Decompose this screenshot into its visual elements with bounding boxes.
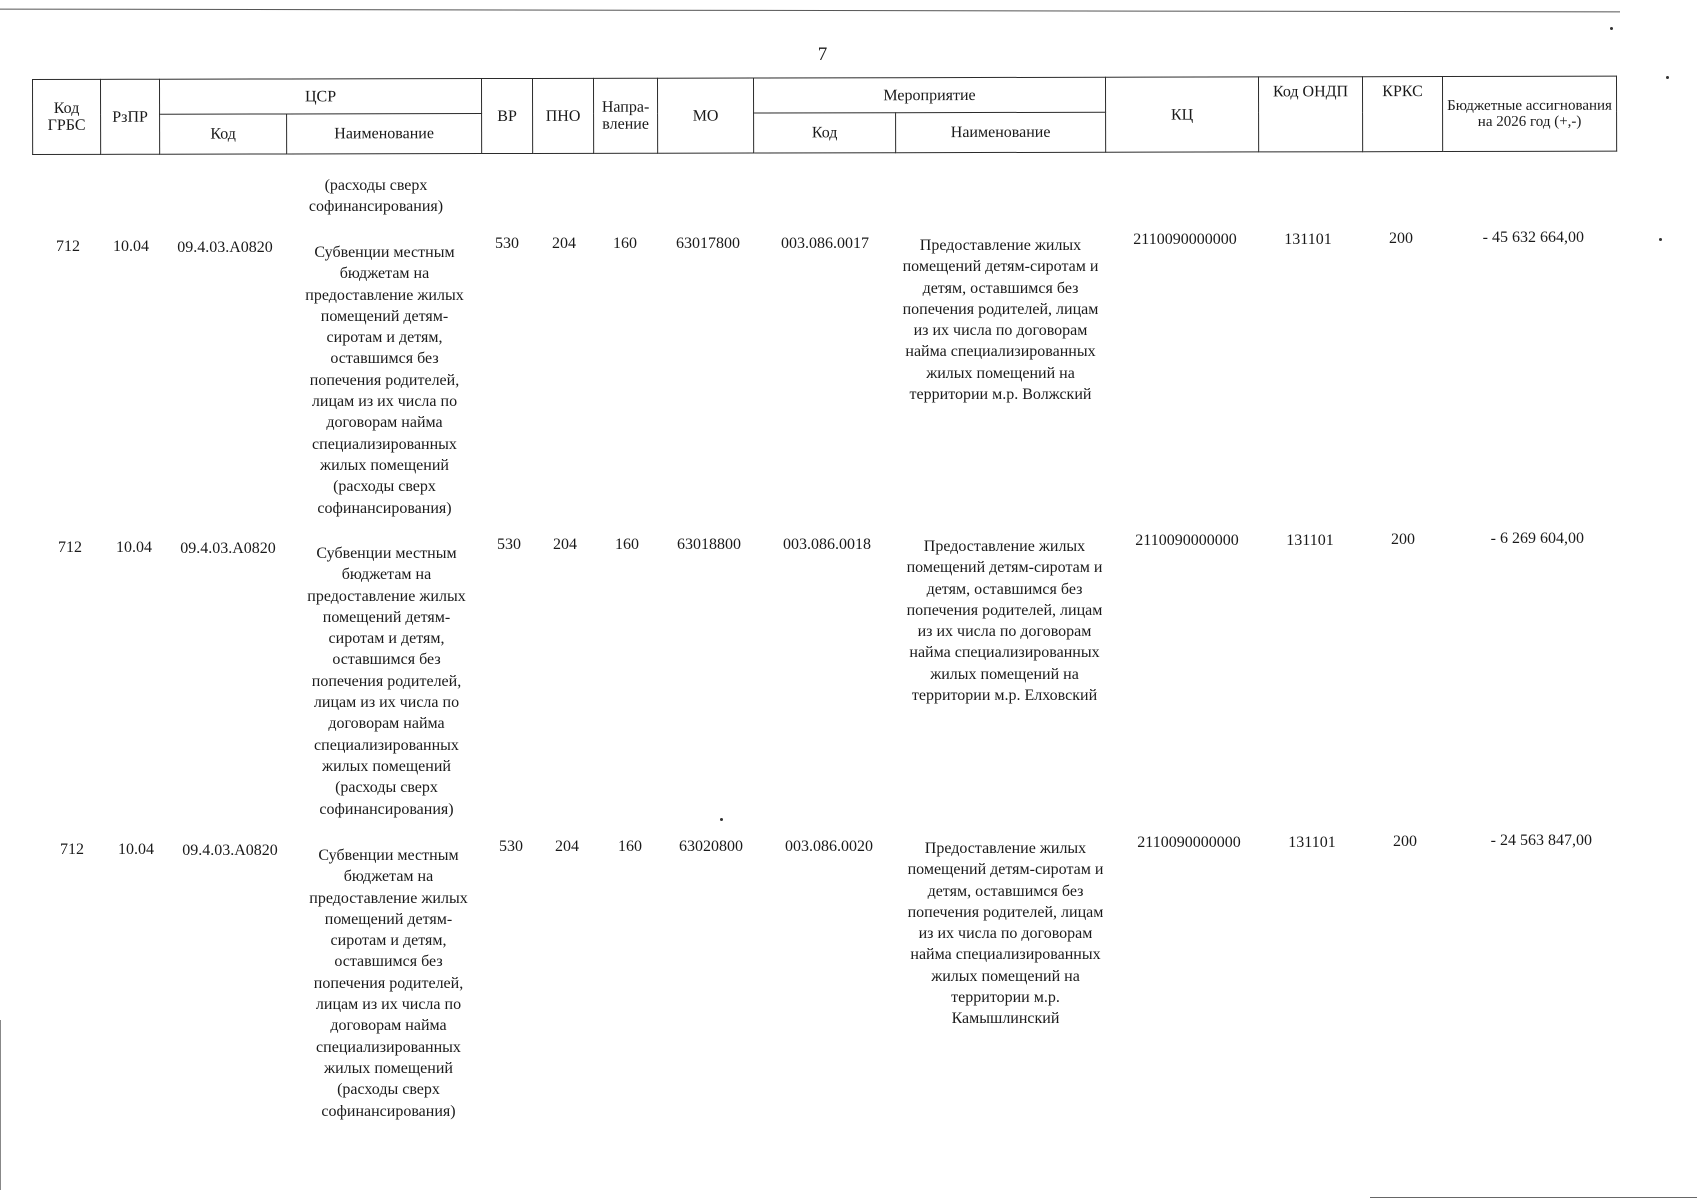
cell-mo: 63020800 (679, 838, 743, 855)
cell-kc: 2110090000000 (1137, 834, 1241, 851)
cell-pno: 204 (553, 536, 577, 553)
cell-amount: - 45 632 664,00 (1482, 229, 1584, 246)
cell-direction: 160 (615, 536, 639, 553)
cell-kc: 2110090000000 (1133, 231, 1237, 248)
cell-krks: 200 (1393, 833, 1417, 850)
cell-event-kod: 003.086.0020 (785, 838, 873, 855)
table-row (0, 229, 1697, 536)
cell-grbs: 712 (56, 238, 80, 255)
cell-amount: - 6 269 604,00 (1490, 530, 1584, 547)
cell-kc: 2110090000000 (1135, 532, 1239, 549)
cell-event-name: Предоставление жилых помещений детям-сиротам и детям, оставшимся без попечения родителей, лицам из их числа по договорам найма специализированных жилых помещений на территории м.р. Камышлинский (907, 840, 1104, 1028)
scan-speck (1666, 76, 1669, 79)
header-kod-ondp: Код ОНДП (1258, 77, 1362, 152)
header-csr-name: Наименование (287, 114, 482, 154)
header-event-name: Наименование (896, 112, 1106, 152)
top-rule (0, 9, 1620, 13)
cell-event-kod: 003.086.0018 (783, 536, 871, 553)
cell-vr: 530 (497, 536, 521, 553)
cell-direction: 160 (613, 235, 637, 252)
table-row (0, 530, 1697, 837)
cell-csr-name: Субвенции местным бюджетам на предоставление жилых помещений детям-сиротам и детям, оставшимся без попечения родителей, лицам из их числа по договорам найма специализированных жилых помещений (расходы сверх софинансирования) (307, 545, 466, 818)
header-csr-kod: Код (160, 114, 287, 154)
cell-csr-name: Субвенции местным бюджетам на предоставление жилых помещений детям-сиротам и детям, оставшимся без попечения родителей, лицам из их числа по договорам найма специализированных жилых помещений (расходы сверх софинансирования) (309, 847, 468, 1120)
cell-csr-kod: 09.4.03.А0820 (182, 842, 278, 859)
cell-grbs: 712 (60, 841, 84, 858)
bottom-rule (1370, 1197, 1697, 1198)
cell-ondp: 131101 (1286, 532, 1334, 549)
cell-grbs: 712 (58, 539, 82, 556)
header-kod-grbs: Код ГРБС (33, 79, 101, 154)
header-direction: Напра- вление (593, 78, 657, 153)
cell-rzpr: 10.04 (116, 539, 152, 556)
cell-vr: 530 (499, 838, 523, 855)
cell-ondp: 131101 (1284, 231, 1332, 248)
header-krks: КРКС (1362, 77, 1442, 152)
cell-mo: 63017800 (676, 235, 740, 252)
cell-csr-kod: 09.4.03.А0820 (177, 239, 273, 256)
cell-ondp: 131101 (1288, 834, 1336, 851)
scan-speck (1610, 27, 1613, 30)
scan-speck (1659, 238, 1662, 241)
cell-event-name: Предоставление жилых помещений детям-сиротам и детям, оставшимся без попечения родителей, лицам из их числа по договорам найма специализированных жилых помещений на территории м.р. Волжский (902, 237, 1099, 404)
table-header (32, 76, 1617, 155)
cell-event-kod: 003.086.0017 (781, 235, 869, 252)
header-budget: Бюджетные ассигнования на 2026 год (+,-) (1442, 76, 1616, 151)
cell-krks: 200 (1389, 230, 1413, 247)
header-csr: ЦСР (160, 79, 482, 115)
cell-krks: 200 (1391, 531, 1415, 548)
cell-rzpr: 10.04 (113, 238, 149, 255)
continuation-text: (расходы сверх софинансирования) (308, 177, 444, 216)
cell-pno: 204 (552, 235, 576, 252)
header-rzpr: РзПР (101, 79, 160, 154)
page-number: 7 (817, 44, 828, 65)
header-vr: ВР (482, 78, 533, 153)
table-row (0, 832, 1697, 1139)
cell-mo: 63018800 (677, 536, 741, 553)
header-event: Мероприятие (753, 77, 1105, 113)
cell-rzpr: 10.04 (118, 841, 154, 858)
scan-speck (720, 818, 723, 821)
header-mo: МО (657, 78, 753, 153)
header-event-kod: Код (754, 113, 896, 153)
header-pno: ПНО (532, 78, 593, 153)
cell-direction: 160 (618, 838, 642, 855)
cell-pno: 204 (555, 838, 579, 855)
cell-csr-kod: 09.4.03.А0820 (180, 540, 276, 557)
header-kc: КЦ (1105, 77, 1258, 152)
cell-event-name: Предоставление жилых помещений детям-сиротам и детям, оставшимся без попечения родителей, лицам из их числа по договорам найма специализированных жилых помещений на территории м.р. Елховский (906, 538, 1103, 705)
cell-amount: - 24 563 847,00 (1490, 832, 1592, 849)
cell-vr: 530 (495, 235, 519, 252)
cell-csr-name: Субвенции местным бюджетам на предоставление жилых помещений детям-сиротам и детям, оставшимся без попечения родителей, лицам из их числа по договорам найма специализированных жилых помещений (расходы сверх софинансирования) (305, 244, 464, 517)
